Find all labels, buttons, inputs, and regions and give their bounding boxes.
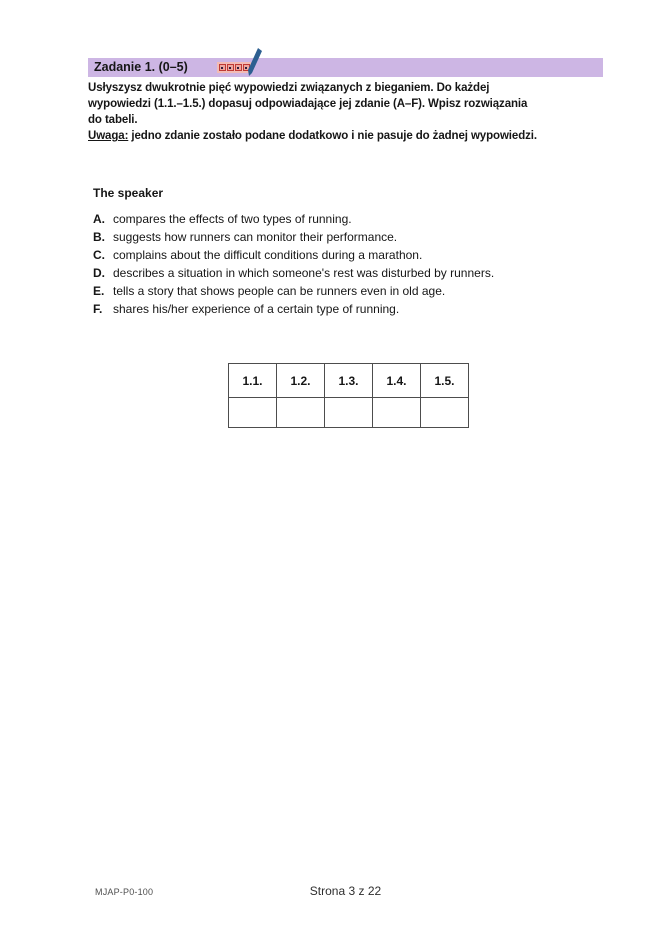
instruction-line-3: do tabeli. [88,114,138,126]
statement-item-f [93,300,494,318]
answer-cell [325,398,373,428]
answer-cell [229,398,277,428]
audio-strip-square [227,64,234,71]
statement-text: shares his/her experience of a certain type of running. [113,302,400,316]
task-instructions [88,80,537,144]
statement-item-c [93,246,494,264]
statement-text: describes a situation in which someone's rest was disturbed by runners. [113,266,495,280]
audio-strip-square [235,64,242,71]
answer-table-header: 1.5. [421,364,469,398]
answer-table-header: 1.4. [373,364,421,398]
pen-icon [245,47,263,79]
list-heading: The speaker [93,186,164,200]
statement-item-b [93,228,494,246]
task-title: Zadanie 1. (0–5) [94,60,188,74]
statement-letter: E. [93,284,105,298]
statement-letter: C. [93,248,105,262]
statement-letter: A. [93,212,105,226]
statement-list [93,210,494,318]
footer-page-number: Strona 3 z 22 [309,884,382,898]
answer-cell [373,398,421,428]
note-text: jedno zdanie zostało podane dodatkowo i nie pasuje do żadnej wypowiedzi. [128,130,537,142]
statement-letter: D. [93,266,105,280]
answer-table [228,363,469,428]
instruction-line-1: Usłyszysz dwukrotnie pięć wypowiedzi związanych z bieganiem. Do każdej [88,82,490,94]
statement-letter: F. [93,302,103,316]
statement-item-e [93,282,494,300]
answer-table-answer-row [229,398,469,428]
answer-table-header: 1.1. [229,364,277,398]
statement-text: complains about the difficult conditions during a marathon. [113,248,423,262]
footer-document-code: MJAP-P0-100 [95,887,154,897]
statement-letter: B. [93,230,105,244]
statement-text: compares the effects of two types of running. [113,212,352,226]
note-label: Uwaga: [88,130,129,142]
statement-item-a [93,210,494,228]
statement-text: suggests how runners can monitor their performance. [113,230,398,244]
statement-text: tells a story that shows people can be runners even in old age. [113,284,446,298]
answer-cell [421,398,469,428]
audio-strip-square [219,64,226,71]
note-line [88,128,537,144]
answer-table-header: 1.3. [325,364,373,398]
statement-item-d [93,264,494,282]
answer-table-header: 1.2. [277,364,325,398]
answer-cell [277,398,325,428]
task-header-bar [88,58,603,77]
answer-table-header-row [229,364,469,398]
instruction-line-2: wypowiedzi (1.1.–1.5.) dopasuj odpowiadające jej zdanie (A–F). Wpisz rozwiązania [88,98,528,110]
